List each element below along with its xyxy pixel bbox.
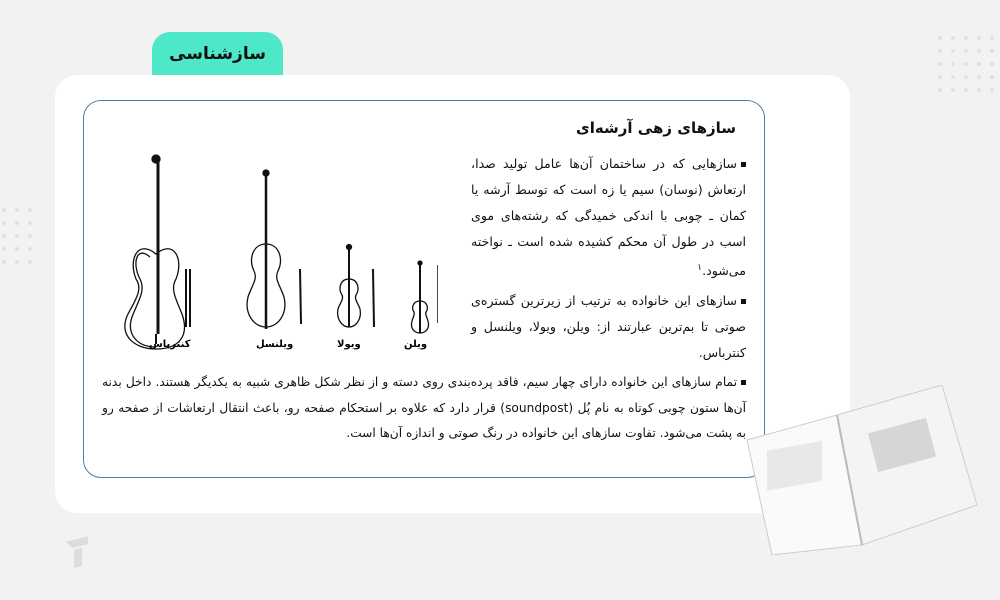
section-title: سازهای زهی آرشه‌ای (576, 119, 736, 137)
contrabass-drawing (125, 155, 190, 349)
caption-violin: ویلن (404, 339, 428, 350)
text-bottom (102, 370, 746, 447)
paragraph-1: سازهایی که در ساختمان آن‌ها عامل تولید صدا، ارتعاش (نوسان) سیم یا زه است که توسط آرشه یا کمان ـ چوبی با اندکی خمیدگی که رشته‌های موی اسب در طول آن محکم کشیده شده است ـ نواخته می‌شود. (471, 156, 746, 279)
decorative-dots-right (938, 36, 994, 92)
paragraph-3: تمام سازهای این خانواده دارای چهار سیم، فاقد پرده‌بندی روی دسته و از نظر شکل ظاهری شبیه به یکدیگر هستند. داخل بدنه آن‌ها ستون چوبی کوتاه به نام پُل (soundpost) قرار دارد که علاوه بر استحکام صفحه رو، باعث انتقال ارتعاشات از صفحه رو به پشت می‌شود. تفاوت سازهای این خانواده در رنگ صوتی و اندازه آن‌ها است. (102, 375, 747, 440)
section-tab[interactable] (152, 32, 283, 76)
bullet-icon (741, 162, 746, 167)
paragraph-2: سازهای این خانواده به ترتیب از زیرترین گستره‌ی صوتی تا بم‌ترین عبارتند از: ویلن، ویولا، ویلنسل و کنترباس. (471, 293, 746, 361)
violin-drawing (411, 261, 438, 333)
publisher-logo (52, 532, 102, 574)
caption-viola: ویولا (337, 339, 361, 350)
book-cover-image (742, 385, 982, 555)
string-instruments-figure (108, 149, 438, 359)
bullet-icon (741, 299, 746, 304)
lesson-box (83, 100, 765, 478)
viola-drawing (338, 245, 374, 328)
decorative-dots-left (2, 208, 32, 264)
tab-label: سازشناسی (169, 44, 266, 64)
cello-drawing (247, 170, 301, 329)
footnote-mark: ۱ (697, 263, 703, 273)
caption-contrabass: کنترباس (149, 339, 191, 350)
text-column (471, 151, 746, 370)
caption-cello: ویلنسل (256, 339, 294, 350)
